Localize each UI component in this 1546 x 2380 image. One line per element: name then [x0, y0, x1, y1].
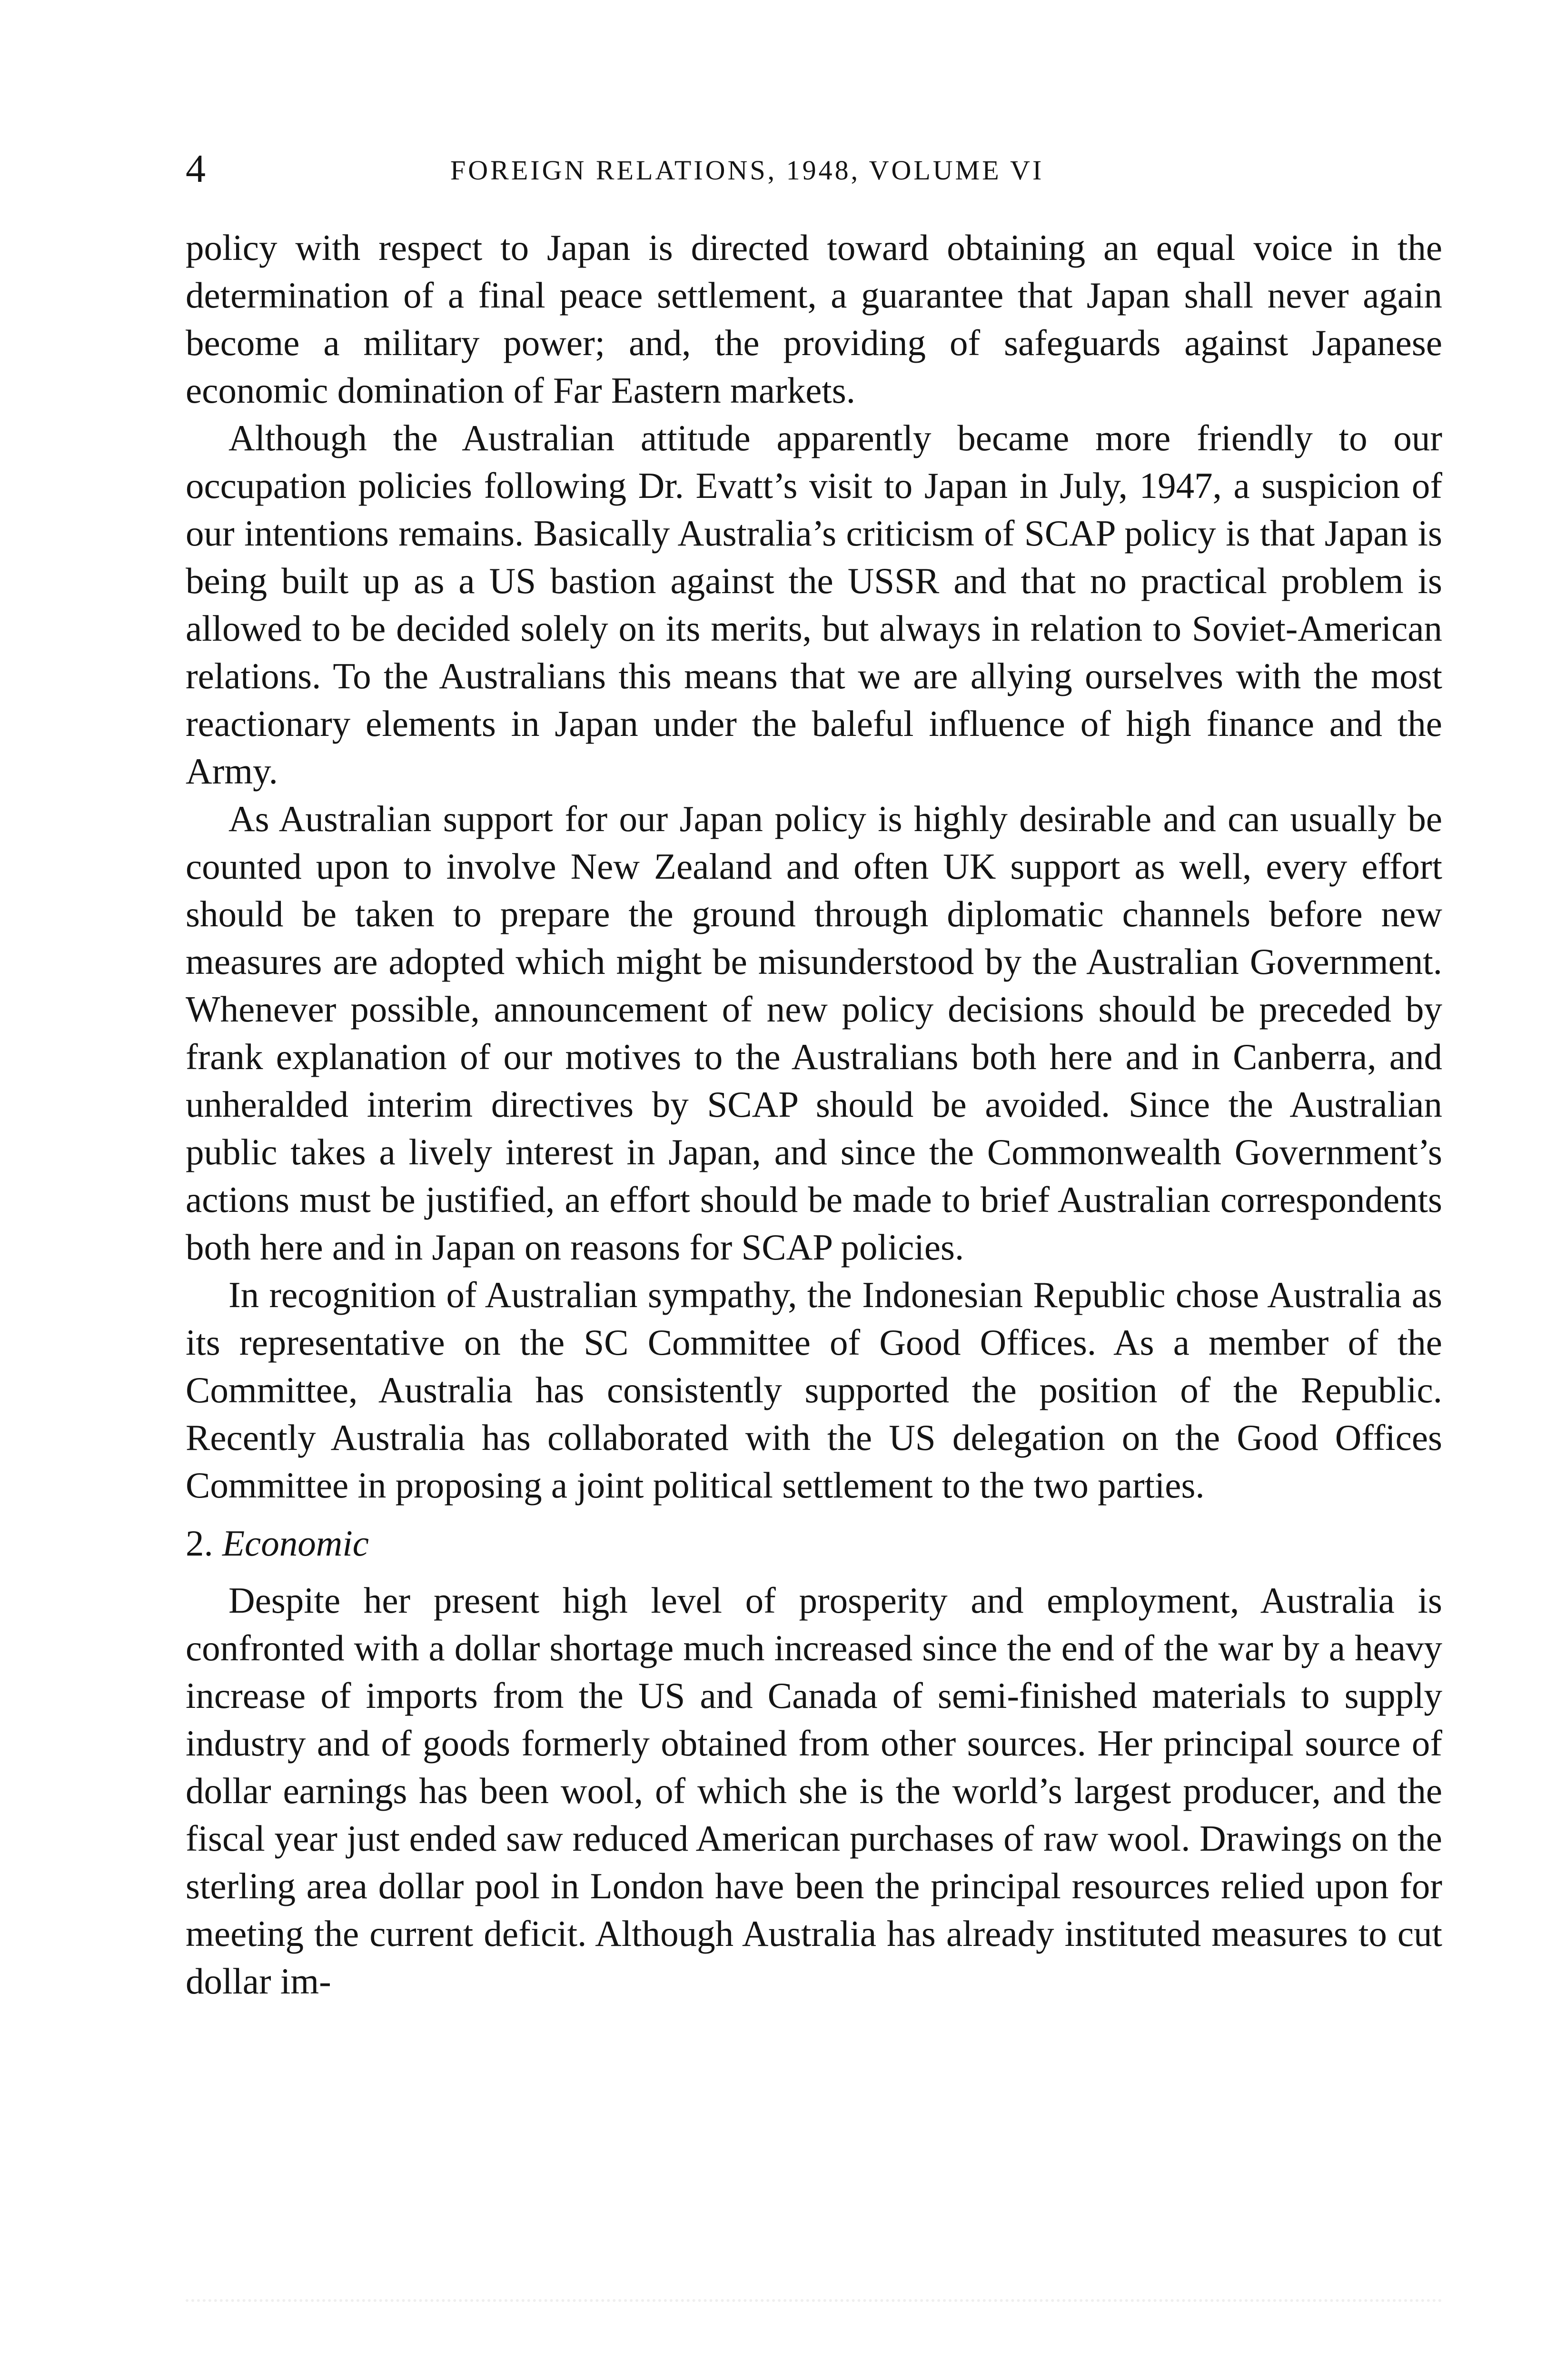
section-number: 2.	[186, 1523, 213, 1564]
paragraph: Although the Australian attitude apparently became more friendly to our occupation policies following Dr. Evatt’s visit to Japan in July, 1947, a suspicion of our intentions remains. Basically Australia’s criticism of SCAP policy is that Japan is being built up as a US bastion against the USSR and that no practical problem is allowed to be decided solely on its merits, but always in relation to Soviet-American relations. To the Australians this means that we are allying ourselves with the most reactionary elements in Japan under the baleful influence of high finance and the Army.	[186, 417, 1442, 792]
paragraph: Despite her present high level of prosperity and employment, Australia is confronted with a dollar shortage much increased since the end of the war by a heavy increase of imports from the US and Canada of semi-finished materials to supply industry and of goods formerly obtained from other sources. Her principal source of dollar earnings has been wool, of which she is the world’s largest producer, and the fiscal year just ended saw reduced American purchases of raw wool. Drawings on the sterling area dollar pool in London have been the principal resources relied upon for meeting the current deficit. Although Australia has already instituted measures to cut dollar im-	[186, 1580, 1442, 2002]
paragraph: As Australian support for our Japan policy is highly desirable and can usually be counted upon to involve New Zealand and often UK support as well, every effort should be taken to prepare the ground through diplomatic channels before new measures are adopted which might be misunderstood by the Australian Government. Whenever possible, announcement of new policy decisions should be preceded by frank explanation of our motives to the Australians both here and in Canberra, and unheralded interim directives by SCAP should be avoided. Since the Australian public takes a lively interest in Japan, and since the Commonwealth Government’s actions must be justified, an effort should be made to brief Australian correspondents both here and in Japan on reasons for SCAP policies.	[186, 798, 1442, 1268]
paragraph: In recognition of Australian sympathy, the Indonesian Republic chose Australia as its representative on the SC Committee of Good Offices. As a member of the Committee, Australia has consistently supported the position of the Republic. Recently Australia has collaborated with the US delegation on the Good Offices Committee in proposing a joint political settlement to the two parties.	[186, 1274, 1442, 1506]
body-text	[186, 224, 1442, 2005]
page-number: 4	[186, 147, 206, 191]
section-heading	[186, 1519, 1442, 1567]
running-header	[186, 143, 1442, 195]
paragraph: policy with respect to Japan is directed toward obtaining an equal voice in the determination of a final peace settlement, a guarantee that Japan shall never again become a military power; and, the providing of safeguards against Japanese economic domination of Far Eastern markets.	[186, 227, 1442, 411]
running-title: FOREIGN RELATIONS, 1948, VOLUME VI	[450, 155, 1044, 186]
section-title: Economic	[222, 1523, 369, 1564]
bleed-through-line	[186, 2299, 1442, 2321]
